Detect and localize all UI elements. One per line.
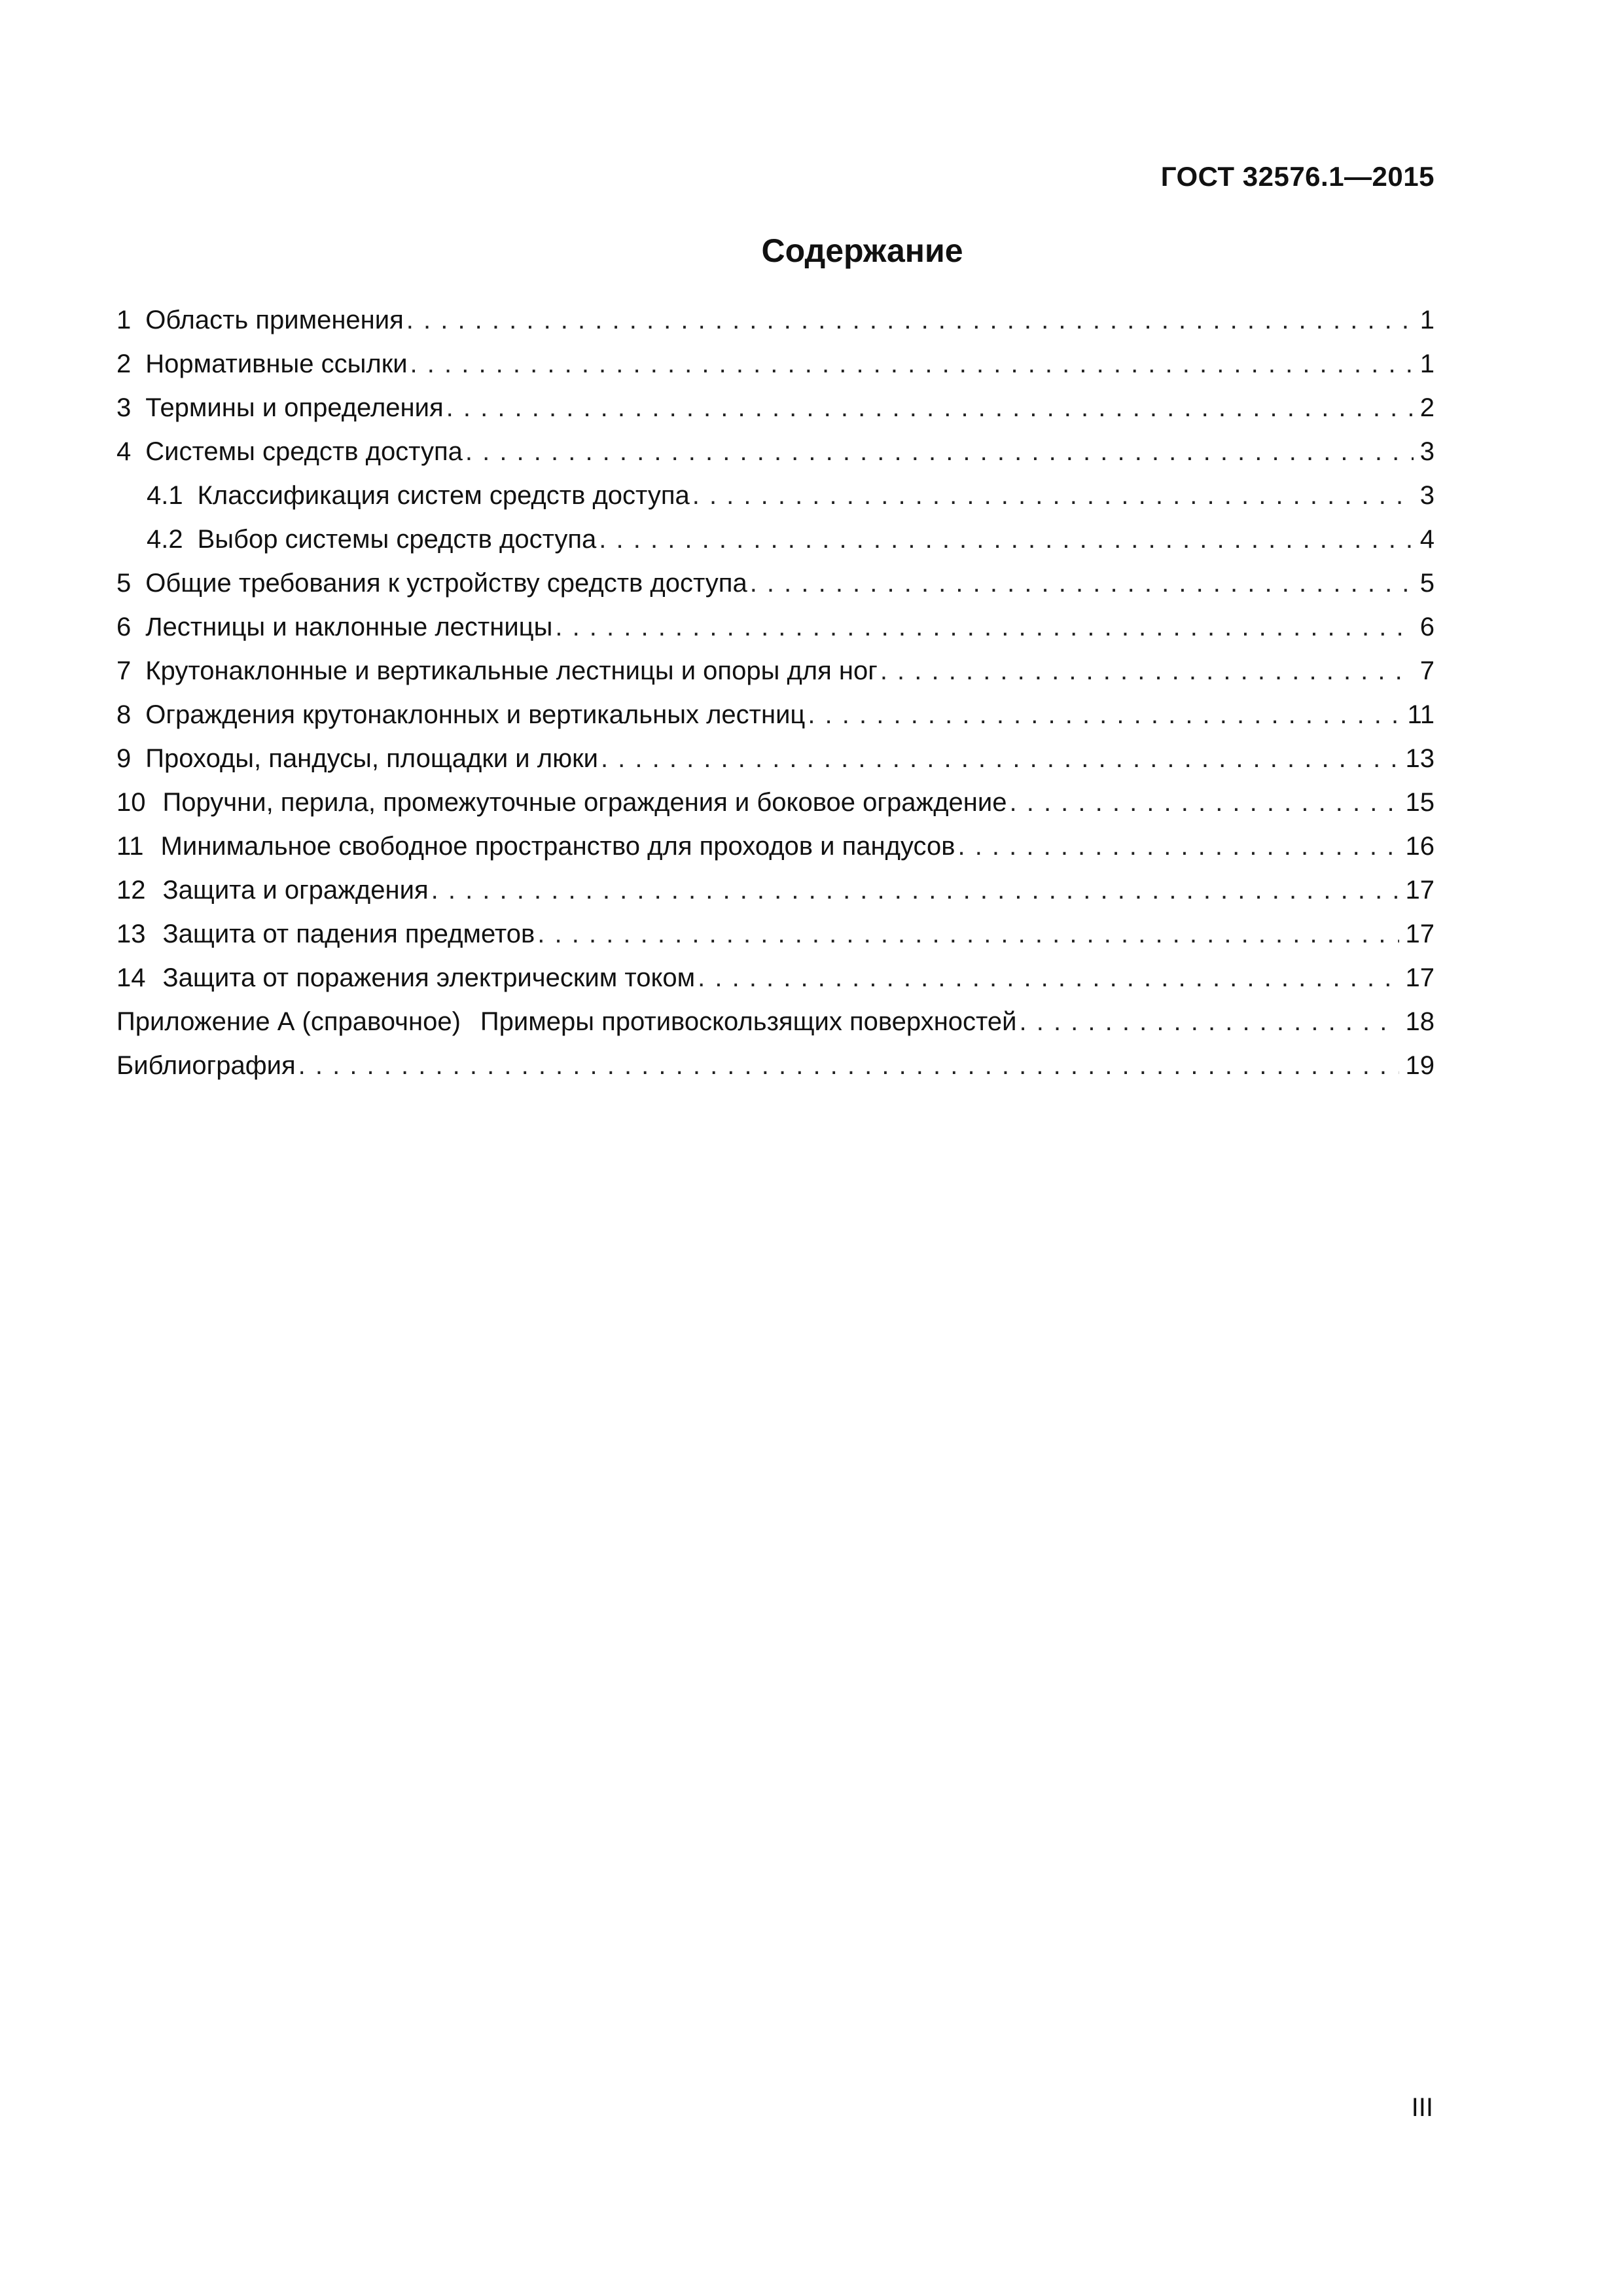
- toc-entry-title: Нормативные ссылки: [145, 350, 408, 378]
- toc-entry-page: 3: [1419, 437, 1435, 466]
- toc-leader-dots: [446, 386, 1414, 430]
- toc-entry-page: 3: [1419, 481, 1435, 510]
- toc-entry-page: 11: [1407, 700, 1435, 729]
- toc-leader-dots: [750, 562, 1414, 605]
- toc-entry-number: 4.1: [147, 481, 183, 510]
- table-of-contents: [116, 298, 1435, 1088]
- toc-entry-number: 11: [116, 832, 144, 861]
- toc-entry[interactable]: [116, 781, 1435, 825]
- toc-entry-number: 2: [116, 350, 132, 378]
- toc-entry-number: 7: [116, 656, 132, 685]
- toc-entry-page: 2: [1419, 393, 1435, 422]
- toc-entry-page: 6: [1419, 613, 1435, 641]
- toc-leader-dots: [410, 342, 1414, 386]
- toc-entry-title: Общие требования к устройству средств доступа: [145, 569, 747, 598]
- toc-entry-number: 4: [116, 437, 132, 466]
- toc-entry-number: 3: [116, 393, 132, 422]
- toc-entry-title: Библиография: [116, 1051, 296, 1080]
- toc-entry-title: Защита от падения предметов: [162, 920, 535, 948]
- toc-entry-number: 12: [116, 876, 146, 905]
- toc-entry-title: Крутонаклонные и вертикальные лестницы и опоры для ног: [145, 656, 878, 685]
- toc-entry[interactable]: [116, 912, 1435, 956]
- toc-entry-number: 13: [116, 920, 146, 948]
- toc-entry-number: 5: [116, 569, 132, 598]
- toc-entry-title: Область применения: [145, 306, 404, 334]
- toc-subentry[interactable]: [116, 474, 1435, 518]
- toc-entry[interactable]: [116, 737, 1435, 781]
- toc-entry-title: Поручни, перила, промежуточные ограждения и боковое ограждение: [162, 788, 1007, 817]
- toc-entry-title: Лестницы и наклонные лестницы: [145, 613, 553, 641]
- toc-entry-title: Защита от поражения электрическим током: [162, 963, 696, 992]
- toc-entry[interactable]: [116, 825, 1435, 869]
- toc-entry-title: Минимальное свободное пространство для проходов и пандусов: [160, 832, 955, 861]
- toc-entry-number: 9: [116, 744, 132, 773]
- toc-entry-page: 1: [1419, 306, 1435, 334]
- toc-leader-dots: [1009, 781, 1399, 825]
- toc-leader-dots: [406, 298, 1414, 342]
- toc-subentry[interactable]: [116, 518, 1435, 562]
- toc-leader-dots: [537, 912, 1399, 956]
- toc-entry-title: Системы средств доступа: [145, 437, 463, 466]
- toc-leader-dots: [808, 693, 1400, 737]
- toc-entry-page: 16: [1405, 832, 1435, 861]
- toc-entry-page: 15: [1405, 788, 1435, 817]
- toc-entry-page: 17: [1405, 876, 1435, 905]
- toc-entry[interactable]: [116, 298, 1435, 342]
- toc-leader-dots: [692, 474, 1414, 518]
- toc-leader-dots: [1020, 1000, 1399, 1044]
- toc-leader-dots: [555, 605, 1413, 649]
- toc-entry-page: 17: [1405, 920, 1435, 948]
- toc-entry-title: Термины и определения: [145, 393, 444, 422]
- toc-entry[interactable]: [116, 605, 1435, 649]
- toc-entry-page: 7: [1419, 656, 1435, 685]
- toc-entry-page: 1: [1419, 350, 1435, 378]
- toc-entry-bibliography[interactable]: [116, 1044, 1435, 1088]
- toc-entry-page: 18: [1405, 1007, 1435, 1036]
- toc-entry-number: 1: [116, 306, 132, 334]
- toc-entry[interactable]: [116, 430, 1435, 474]
- document-code: ГОСТ 32576.1—2015: [1160, 161, 1435, 192]
- toc-leader-dots: [880, 649, 1414, 693]
- toc-entry[interactable]: [116, 342, 1435, 386]
- toc-entry-number: 14: [116, 963, 146, 992]
- toc-leader-dots: [298, 1044, 1399, 1088]
- toc-entry-title: Проходы, пандусы, площадки и люки: [145, 744, 598, 773]
- toc-leader-dots: [599, 518, 1413, 562]
- toc-entry-number: 6: [116, 613, 132, 641]
- toc-entry-page: 5: [1419, 569, 1435, 598]
- toc-entry[interactable]: [116, 956, 1435, 1000]
- toc-entry[interactable]: [116, 386, 1435, 430]
- toc-entry-appendix[interactable]: [116, 1000, 1435, 1044]
- toc-entry-title: Классификация систем средств доступа: [197, 481, 690, 510]
- toc-leader-dots: [698, 956, 1399, 1000]
- toc-entry[interactable]: [116, 649, 1435, 693]
- toc-appendix-label: Приложение А (справочное): [116, 1007, 461, 1036]
- toc-entry-number: 10: [116, 788, 146, 817]
- toc-entry-page: 17: [1405, 963, 1435, 992]
- toc-entry-page: 13: [1405, 744, 1435, 773]
- toc-leader-dots: [601, 737, 1399, 781]
- toc-entry-number: 4.2: [147, 525, 183, 554]
- toc-entry-title: Защита и ограждения: [162, 876, 429, 905]
- toc-entry[interactable]: [116, 693, 1435, 737]
- toc-title: Содержание: [761, 232, 963, 269]
- toc-entry-page: 4: [1419, 525, 1435, 554]
- toc-entry-title: Выбор системы средств доступа: [197, 525, 597, 554]
- toc-entry[interactable]: [116, 869, 1435, 912]
- toc-entry-number: 8: [116, 700, 132, 729]
- toc-entry-title: Примеры противоскользящих поверхностей: [480, 1007, 1017, 1036]
- toc-leader-dots: [431, 869, 1399, 912]
- toc-entry-page: 19: [1405, 1051, 1435, 1080]
- toc-entry[interactable]: [116, 562, 1435, 605]
- page-number: III: [1411, 2093, 1433, 2122]
- toc-leader-dots: [957, 825, 1399, 869]
- toc-entry-title: Ограждения крутонаклонных и вертикальных лестниц: [145, 700, 806, 729]
- toc-leader-dots: [465, 430, 1414, 474]
